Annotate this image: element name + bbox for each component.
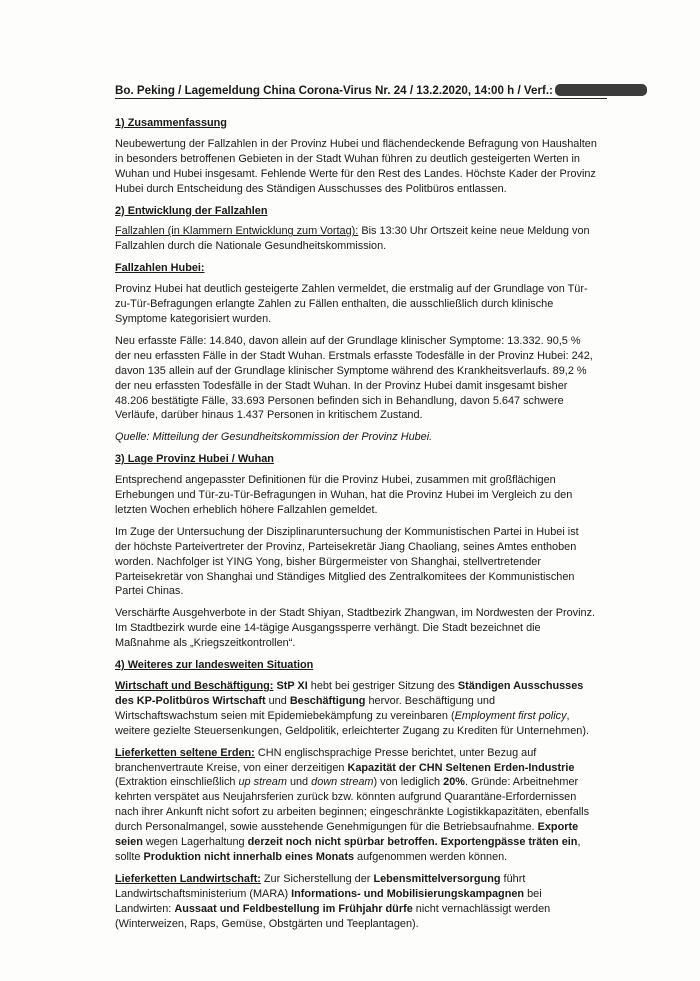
case-numbers-text: Bis 13:30 Uhr Ortszeit keine neue Meldung von Fallzahlen durch die Nationale Gesundheitskommission. [115,225,590,253]
rare-earths-text-8: aufgenommen werden können. [354,850,508,863]
economy-text-2: hebt bei gestriger Sitzung des [307,680,458,692]
hubei-wuhan-paragraph-1: Entsprechend angepasster Definitionen für die Provinz Hubei, zusammen mit großflächigen Erhebungen und Tür-zu-Tür-Befragungen in Wuhan, hat die Provinz Hubei im Vergleich zu den letzten Wochen erheblich höhere Fallzahlen gemeldet. [115,474,573,516]
case-numbers-paragraph [115,224,597,254]
agriculture-text-3: bei Landwirten: [115,887,542,915]
rare-earths-bold-4: derzeit noch nicht spürbar betroffen. Exportengpässe träten ein [247,836,578,849]
economy-text-3: und [265,694,290,707]
hubei-intro-paragraph: Provinz Hubei hat deutlich gesteigerte Zahlen vermeldet, die erstmalig auf der Grundlage von Tür-zu-Tür-Befragungen erlangte Zahlen zu Fällen enthalten, die ausschließlich durch klinische Symptome kategorisiert wurden. [115,283,588,325]
rare-earths-text-3: und [286,776,312,789]
rare-earths-italic-2: down stream [311,776,374,789]
rare-earths-text-4: ) von lediglich [373,776,444,789]
economy-text-5: , weitere gezielte Steuersenkungen, Geldpolitik, erleichterter Zugang zu Krediten für Unternehmen). [115,709,590,737]
economy-bold-3: Beschäftigung [289,694,366,707]
agriculture-text-1: Zur Sicherstellung der [260,872,374,885]
economy-italic-1: Employment first policy [454,709,567,722]
agriculture-bold-2: Informations- und Mobilisierungskampagnen [291,887,525,900]
section-heading-national-situation: 4) Weiteres zur landesweiten Situation [115,659,314,672]
agriculture-bold-3: Aussaat und Feldbestellung im Frühjahr dürfe [174,902,413,915]
section-heading-summary: 1) Zusammenfassung [115,117,227,129]
case-numbers-label: Fallzahlen (in Klammern Entwicklung zum Vortag): [115,225,359,238]
economy-paragraph [115,679,597,739]
rare-earths-text-5: . Gründe: Arbeitnehmer kehrten verspätet aus Neujahrsferien zurück bzw. könnten aufgrund Quarantäne-Erfordernissen nach ihrer Ankunft nicht sofort zu arbeiten beginnen; eingeschränkte Logistikkapazitäten, ebenfalls durch Personalmangel, sowie ausstehende Genehmigungen für die Betriebsaufnahme. [115,776,590,834]
source-line: Quelle: Mitteilung der Gesundheitskommission der Provinz Hubei. [115,431,433,444]
section-heading-hubei-wuhan: 3) Lage Provinz Hubei / Wuhan [115,453,274,466]
economy-bold-1: StP XI [276,680,308,692]
agriculture-label: Lieferketten Landwirtschaft: [115,872,261,885]
agriculture-text-4: nicht vernachlässigt werden (Winterweizen, Raps, Gemüse, Obstgärten und Teeplantagen). [115,902,551,930]
header-text: Bo. Peking / Lagemeldung China Corona-Virus Nr. 24 / 13.2.2020, 14:00 h / Verf.: [115,84,553,97]
document-body [115,116,597,939]
hubei-wuhan-paragraph-2: Im Zuge der Untersuchung der Disziplinaruntersuchung der Kommunistischen Partei in Hubei ist der höchste Parteivertreter der Provinz, Parteisekretär Jiang Chaoliang, seines Amtes enthoben worden. Nachfolger ist YING Yong, bisher Bürgermeister von Shanghai, stellvertretender Parteisekretär von Shanghai und Ständiges Mitglied des Zentralkomitees der Kommunistischen Partei Chinas. [115,525,579,598]
agriculture-bold-1: Lebensmittelversorgung [373,872,501,885]
subheading-hubei-numbers: Fallzahlen Hubei: [115,262,205,275]
rare-earths-bold-3: Exporte seien [115,821,579,849]
section-heading-case-numbers: 2) Entwicklung der Fallzahlen [115,204,268,217]
summary-paragraph: Neubewertung der Fallzahlen in der Provinz Hubei und flächendeckende Befragung von Haushalten in besonders betroffenen Gebieten in der Stadt Wuhan führen zu deutlich gesteigerten Werten in Wuhan und Hubei insgesamt. Fehlende Werte für den Rest des Landes. Höchste Kader der Provinz Hubei durch Entscheidung des Ständigen Ausschusses des Politbüros entlassen. [115,137,597,195]
document-header [115,84,607,99]
rare-earths-bold-5: Produktion nicht innerhalb eines Monats [143,850,355,863]
rare-earths-bold-1: Kapazität der CHN Seltenen Erden-Industrie [347,761,575,774]
hubei-figures-paragraph: Neu erfasste Fälle: 14.840, davon allein auf der Grundlage klinischer Symptome: 13.332. 90,5 % der neu erfassten Fälle in der Stadt Wuhan. Erstmals erfasste Todesfälle in der Provinz Hubei: 242, davon 135 allein auf der Grundlage klinischer Symptome während des Krankheitsverlaufs. 89,2 % der neu erfassten Todesfälle in der Stadt Wuhan. In der Provinz Hubei damit insgesamt bisher 48.206 bestätigte Fälle, 33.693 Personen befinden sich in Behandlung, davon 5.647 schwere Verläufe, darüber hinaus 1.437 Personen in kritischem Zustand. [115,334,593,422]
hubei-wuhan-paragraph-3: Verschärfte Ausgehverbote in der Stadt Shiyan, Stadtbezirk Zhangwan, im Nordwesten der Provinz. Im Stadtbezirk wurde eine 14-tägige Ausgangssperre verhängt. Die Stadt bezeichnet die Maßnahme als „Kriegszeitkontrollen“. [115,607,596,650]
redacted-author [555,84,647,96]
rare-earths-text-6: wegen Lagerhaltung [142,836,248,849]
rare-earths-text-2: (Extraktion einschließlich [115,776,239,789]
rare-earths-bold-2: 20% [443,776,465,789]
rare-earths-italic-1: up stream [238,776,287,789]
economy-text-4: hervor. Beschäftigung und Wirtschaftswachstum seien mit Epidemiebekämpfung zu vereinbaren ( [115,694,496,722]
rare-earths-text-7: , sollte [115,836,581,863]
agriculture-text-2: führt Landwirtschaftsministerium (MARA) [115,872,526,900]
rare-earths-paragraph [115,746,597,865]
economy-bold-2: Ständigen Ausschusses des KP-Politbüros Wirtschaft [115,680,584,707]
rare-earths-label: Lieferketten seltene Erden: [115,746,255,759]
rare-earths-text-1: CHN englischsprachige Presse berichtet, unter Bezug auf branchenvertraute Kreise, von einer derzeitigen [115,746,537,774]
economy-label: Wirtschaft und Beschäftigung: [115,680,274,692]
agriculture-paragraph [115,872,597,932]
